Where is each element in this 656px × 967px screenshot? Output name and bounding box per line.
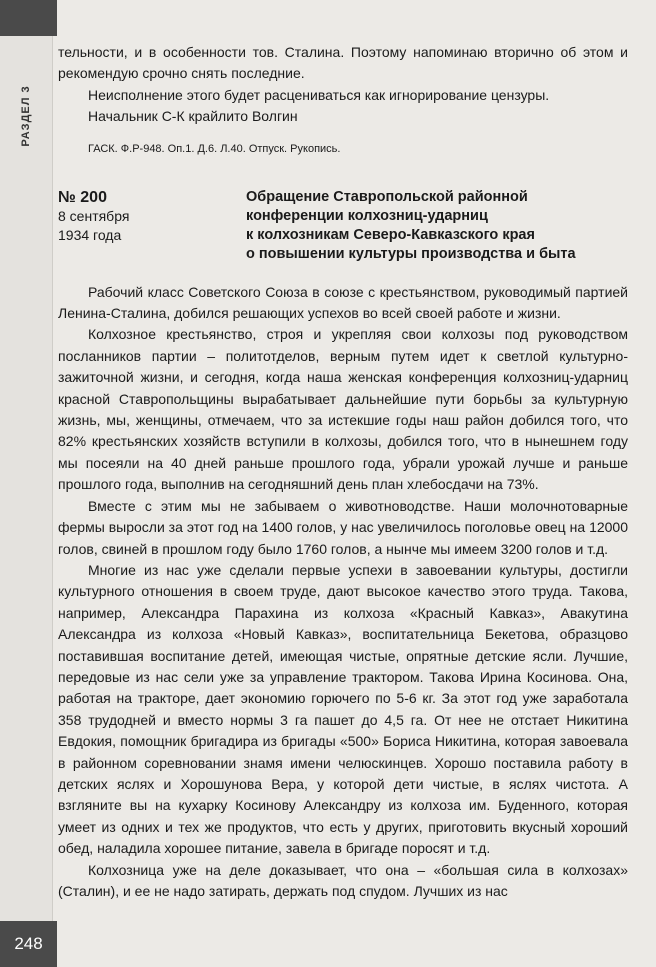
body-paragraph-2: Колхозное крестьянство, строя и укрепляя свои колхозы под руководством посланников партии – политотделов, верным путем идет к светлой культурно-зажиточной жизни, и сегодня, когда наша женская конференция колхозниц-ударниц красной Ставропольщины вырабатывает дальнейшие пути борьбы за культурную жизнь, мы, женщины, отмечаем, что за истекшие годы наш район добился того, что 82% крестьянских хозяйств вступили в колхозы, добился того, что в нынешнем году мы посеяли на 40 дней раньше прошлого года, убрали урожай лучше и раньше прошлого года, выполнив на сегодняшний день план хлебосдачи на 73%. [58, 326, 628, 493]
body-paragraph-5: Колхозница уже на деле доказывает, что она – «большая сила в колхозах» (Сталин), и ее не надо затирать, держать под спудом. Лучших из нас [58, 861, 628, 899]
corner-block [0, 0, 57, 36]
side-band [0, 36, 53, 921]
page-number: 248 [0, 921, 57, 967]
document-number: № 200 [58, 188, 107, 206]
body-paragraph-3: Вместе с этим мы не забываем о животноводстве. Наши молочнотоварные фермы выросли за этот год на 1400 голов, у нас увеличилось поголовье овец на 12000 голов, свиней в прошлом году было 1760 голов, а нынче мы имеем 3200 голов и т.д. [58, 497, 628, 557]
document-header [58, 188, 628, 264]
section-label: РАЗДЕЛ 3 [20, 85, 32, 147]
title-line-1: Обращение Ставропольской районной [246, 188, 528, 205]
title-line-3: к колхозникам Северо-Кавказского края [246, 226, 535, 243]
page-content [58, 42, 628, 902]
document-body [58, 282, 628, 903]
document-date-day: 8 сентября [58, 207, 130, 224]
document-title [246, 188, 576, 264]
document-meta [58, 188, 246, 264]
document-date-year: 1934 года [58, 226, 122, 243]
intro-paragraph-1: тельности, и в особенности тов. Сталина. Поэтому напоминаю вторично об этом и рекомендую срочно снять последние. [58, 44, 628, 82]
signature: Начальник С-К крайлито Волгин [88, 108, 298, 125]
archive-source: ГАСК. Ф.Р-948. Оп.1. Д.6. Л.40. Отпуск. Рукопись. [88, 142, 341, 155]
body-paragraph-1: Рабочий класс Советского Союза в союзе с крестьянством, руководимый партией Ленина-Сталина, добился решающих успехов во всей своей работе и жизни. [58, 283, 628, 322]
title-line-4: о повышении культуры производства и быта [246, 245, 576, 262]
title-line-2: конференции колхозниц-ударниц [246, 207, 488, 224]
body-paragraph-4: Многие из нас уже сделали первые успехи в завоевании культуры, достигли культурного отношения в своем труде, дают высокое качество этого труда. Такова, например, Александра Парахина из колхоза «Красный Кавказ», Авакутина Александра из колхоза «Новый Кавказ», воспитательница Бекетова, образцово поставившая воспитание детей, имеющая чистые, опрятные детские ясли. Лучшие, передовые из нас сели уже за управление трактором. Такова Ирина Косинова. Она, работая на тракторе, дает экономию горючего по 5-6 кг. За этот год уже заработала 358 трудодней и вместо нормы 3 га пашет до 4,5 га. От нее не отстает Никитина Евдокия, помощник бригадира из бригады «500» Бориса Никитина, которая завоевала в районном соревновании знамя имени челюскинцев. Хорошо поставила работу в детских яслях и Хорошунова Вера, у которой дети чистые, в яслях чистота. А взгляните вы на кухарку Косинову Александру из колхоза им. Буденного, которая умеет из одних и тех же продуктов, что есть у других, приготовить вкусный хороший обед, наладила хорошее питание, завела в бригаде поросят и т.д. [58, 561, 628, 857]
intro-paragraph-2: Неисполнение этого будет расцениваться как игнорирование цензуры. [88, 86, 550, 103]
